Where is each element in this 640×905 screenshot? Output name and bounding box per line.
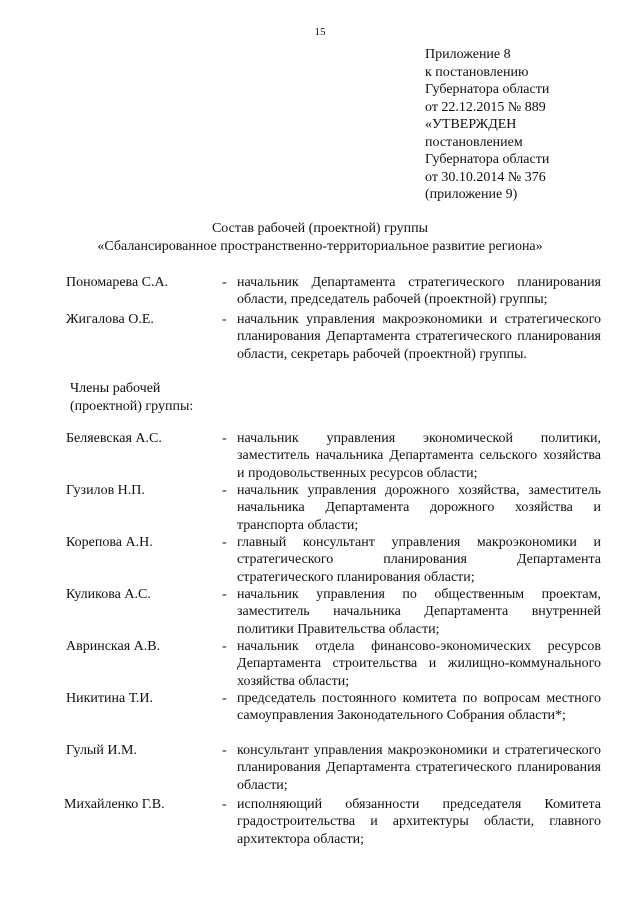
approval-line: Губернатора области	[425, 82, 550, 97]
approval-block	[425, 46, 549, 204]
dash: -	[222, 587, 227, 602]
title-line: Состав рабочей (проектной) группы	[211, 221, 429, 236]
page-number: 15	[314, 26, 326, 38]
members-heading-line: Члены рабочей	[70, 381, 161, 396]
approval-line: «УТВЕРЖДЕН	[425, 117, 517, 132]
members-heading	[70, 380, 193, 415]
dash: -	[222, 535, 227, 550]
member-name: Авринская А.В.	[66, 639, 161, 654]
dash: -	[222, 743, 227, 758]
member-name: Корепова А.Н.	[66, 535, 153, 550]
member-position: исполняющий обязанности председателя Комитета градостроительства и архитектуры области, главного архитектора области;	[237, 797, 601, 847]
member-position: начальник отдела финансово-экономических ресурсов Департамента строительства и жилищно-коммунального хозяйства области;	[237, 639, 601, 689]
member-position: главный консультант управления макроэкономики и стратегического планирования Департамента стратегического планирования области;	[237, 535, 601, 585]
dash: -	[222, 483, 227, 498]
document-title	[0, 220, 640, 256]
dash: -	[222, 312, 227, 327]
member-name: Пономарева С.А.	[66, 275, 169, 290]
member-position: председатель постоянного комитета по вопросам местного самоуправления Законодательного Собрания области*;	[237, 691, 601, 724]
member-position: начальник управления по общественным проектам, заместитель начальника Департамента внутренней политики Правительства области;	[237, 587, 601, 637]
dash: -	[222, 639, 227, 654]
members-heading-line: (проектной) группы:	[70, 398, 194, 414]
approval-line: Губернатора области	[425, 152, 550, 167]
member-position: консультант управления макроэкономики и стратегического планирования Департамента стратегического планирования области;	[237, 743, 601, 793]
approval-line: к постановлению	[425, 64, 529, 80]
member-position: начальник управления экономической политики, заместитель начальника Департамента сельского хозяйства и продовольственных ресурсов области;	[237, 431, 601, 481]
member-name: Гузилов Н.П.	[66, 483, 145, 498]
approval-line: (приложение 9)	[425, 187, 518, 202]
title-line: «Сбалансированное пространственно-территориальное развитие региона»	[97, 239, 543, 254]
member-position: начальник Департамента стратегического планирования области, председатель рабочей (проектной) группы;	[237, 275, 601, 308]
member-name: Гулый И.М.	[66, 743, 137, 758]
member-name: Жигалова О.Е.	[66, 312, 154, 327]
dash: -	[222, 275, 227, 290]
member-name: Михайленко Г.В.	[64, 797, 165, 812]
member-position: начальник управления макроэкономики и стратегического планирования Департамента стратегического планирования области, секретарь рабочей (проектной) группы.	[237, 312, 601, 362]
dash: -	[222, 431, 227, 446]
member-name: Беляевская А.С.	[66, 431, 162, 446]
member-position: начальник управления дорожного хозяйства, заместитель начальника Департамента дорожного хозяйства и транспорта области;	[237, 483, 601, 533]
approval-line: постановлением	[425, 134, 523, 150]
dash: -	[222, 691, 227, 706]
dash: -	[222, 797, 227, 812]
approval-line: Приложение 8	[425, 47, 511, 62]
approval-line: от 22.12.2015 № 889	[425, 99, 546, 115]
member-name: Никитина Т.И.	[66, 691, 153, 706]
approval-line: от 30.10.2014 № 376	[425, 169, 546, 185]
member-name: Куликова А.С.	[66, 587, 151, 602]
